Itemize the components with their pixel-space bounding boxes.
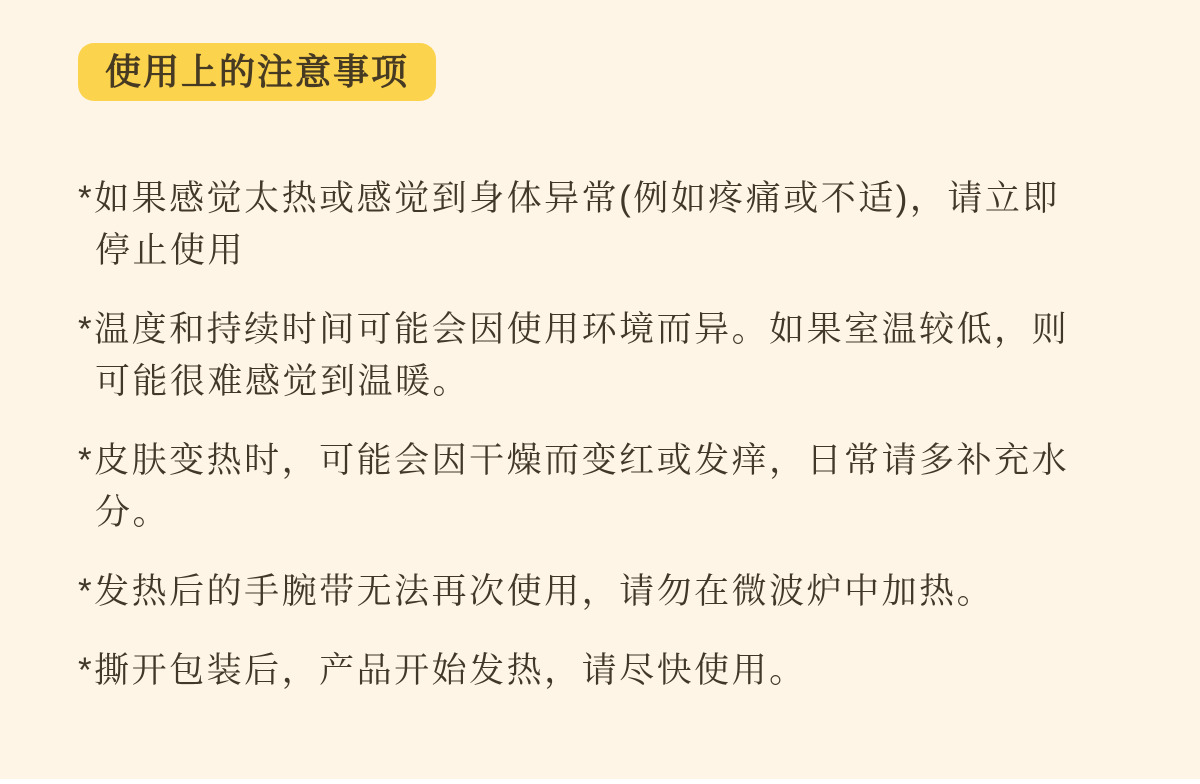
section-title: 使用上的注意事项 [105, 51, 410, 92]
note-item-1: *如果感觉太热或感觉到身体异常(例如疼痛或不适)，请立即停止使用 [78, 179, 1060, 270]
note-item-3: *皮肤变热时，可能会因干燥而变红或发痒，日常请多补充水分。 [78, 441, 1070, 532]
section-title-badge [78, 43, 436, 101]
note-item-4: *发热后的手腕带无法再次使用，请勿在微波炉中加热。 [78, 572, 995, 611]
precaution-notes [78, 173, 1090, 697]
bottom-edge-strip [0, 779, 1200, 784]
note-item-2: *温度和持续时间可能会因使用环境而异。如果室温较低，则可能很难感觉到温暖。 [78, 310, 1070, 401]
note-item-5: *撕开包装后，产品开始发热，请尽快使用。 [78, 651, 807, 690]
